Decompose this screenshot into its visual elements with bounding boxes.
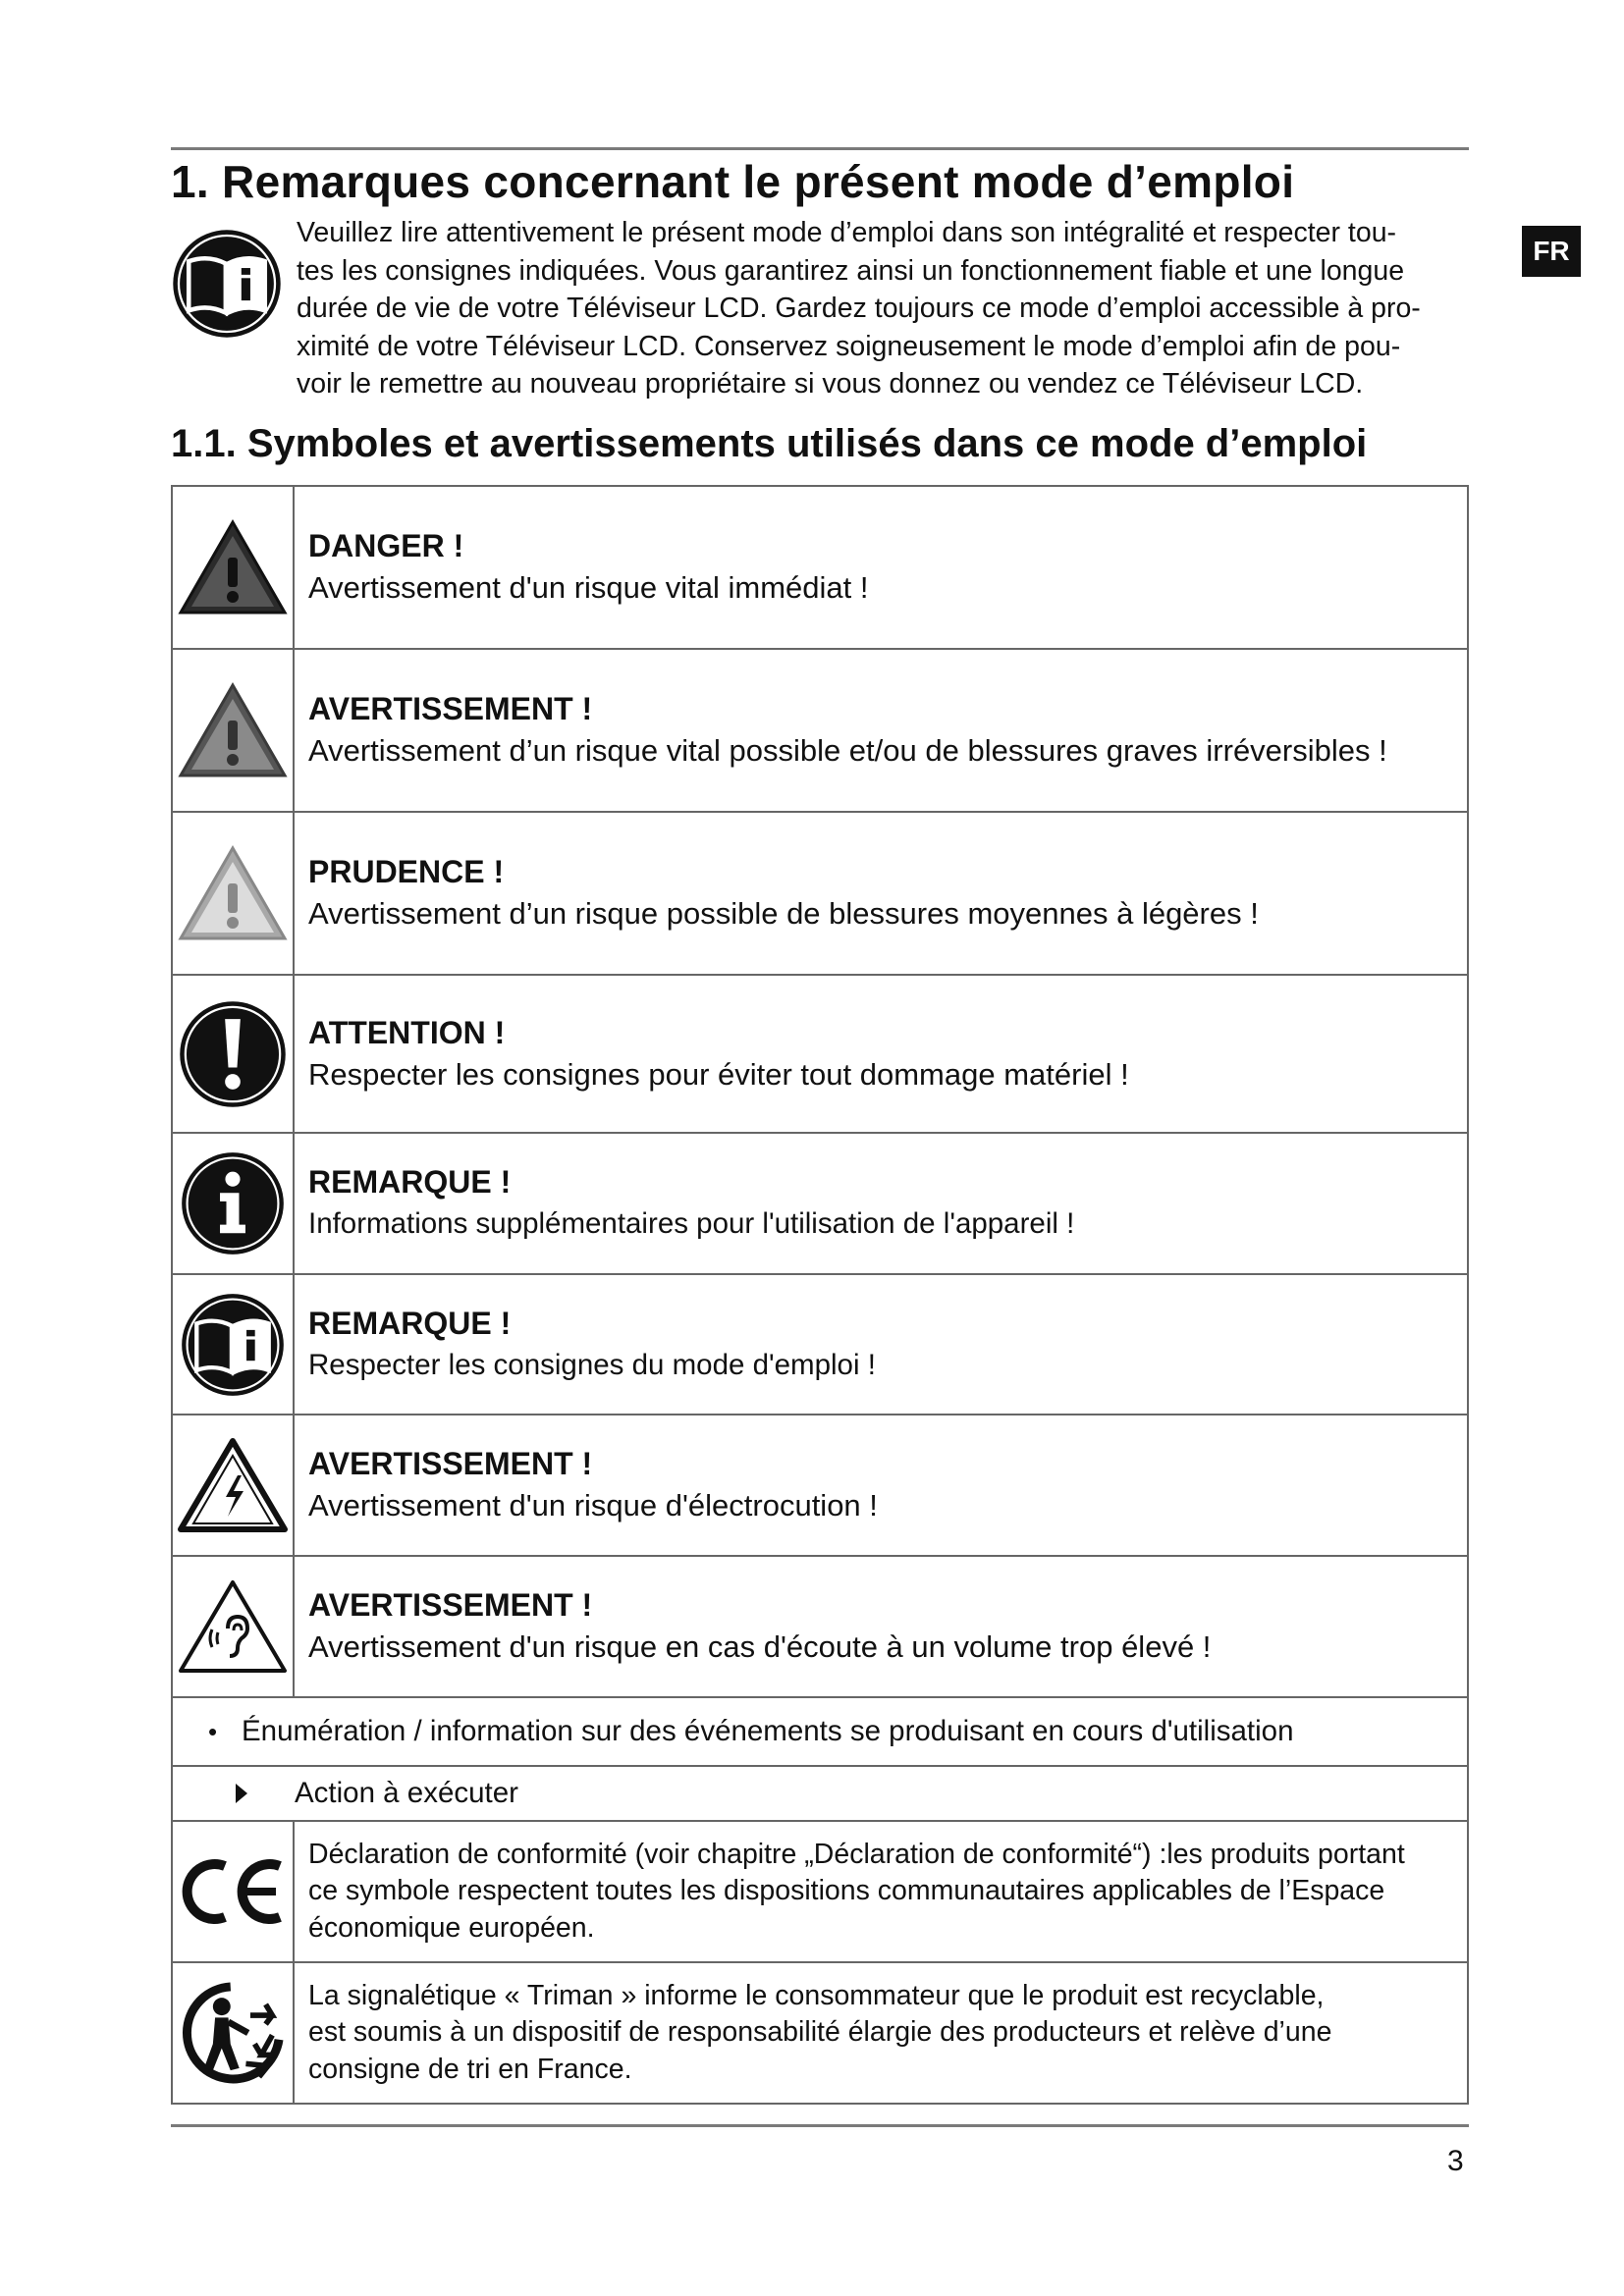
action-row	[173, 1767, 1467, 1822]
top-rule	[171, 147, 1469, 150]
symbol-label: ATTENTION !	[308, 1014, 506, 1050]
symbol-row-hearing	[173, 1557, 1467, 1698]
arrow-right-icon	[236, 1784, 247, 1803]
symbol-label: PRUDENCE !	[308, 854, 505, 889]
symbol-row-danger	[173, 487, 1467, 650]
action-text: Action à exécuter	[295, 1777, 518, 1809]
manual-info-icon	[173, 1275, 295, 1414]
caution-triangle-icon	[173, 813, 295, 974]
info-circle-icon	[173, 1134, 295, 1273]
triman-text-line: La signalétique « Triman » informe le consommateur que le produit est recyclable,	[308, 1979, 1325, 2011]
symbol-desc: Respecter les consignes du mode d'emploi !	[308, 1348, 876, 1381]
symbol-desc: Respecter les consignes pour éviter tout dommage matériel !	[308, 1056, 1129, 1092]
bullet-icon: •	[208, 1716, 218, 1746]
subsection-title: 1.1. Symboles et avertissements utilisés dans ce mode d’emploi	[171, 422, 1368, 465]
ce-text-line: ce symbole respectent toutes les dispositions communautaires applicables de l’Espace	[308, 1875, 1385, 1907]
symbol-desc: Avertissement d'un risque en cas d'écoute à un volume trop élevé !	[308, 1629, 1212, 1664]
symbol-row-remark-info	[173, 1134, 1467, 1275]
symbol-row-attention	[173, 976, 1467, 1134]
enumeration-row	[173, 1698, 1467, 1767]
symbol-row-remark-manual	[173, 1275, 1467, 1415]
intro-line: ximité de votre Téléviseur LCD. Conservez soigneusement le mode d’emploi afin de pou-	[297, 330, 1401, 362]
warning-triangle-icon	[173, 650, 295, 811]
intro-line: voir le remettre au nouveau propriétaire si vous donnez ou vendez ce Téléviseur LCD.	[297, 368, 1364, 400]
intro-line: tes les consignes indiquées. Vous garantirez ainsi un fonctionnement fiable et une longue	[297, 254, 1405, 287]
triman-row	[173, 1963, 1467, 2103]
electric-shock-icon	[173, 1415, 295, 1555]
danger-triangle-icon	[173, 487, 295, 648]
symbol-desc: Avertissement d’un risque vital possible et/ou de blessures graves irréversibles !	[308, 733, 1387, 768]
triman-recycling-icon	[173, 1963, 295, 2103]
triman-text-line: est soumis à un dispositif de responsabilité élargie des producteurs et relève d’une	[308, 2016, 1332, 2049]
symbol-label: REMARQUE !	[308, 1305, 512, 1341]
symbol-label: REMARQUE !	[308, 1164, 512, 1200]
symbol-row-warning	[173, 650, 1467, 813]
exclamation-circle-icon	[173, 976, 295, 1132]
ce-mark-icon	[173, 1822, 295, 1961]
enumeration-text: Énumération / information sur des événements se produisant en cours d'utilisation	[242, 1715, 1294, 1747]
symbols-table	[171, 485, 1469, 2105]
ce-row	[173, 1822, 1467, 1963]
symbol-label: AVERTISSEMENT !	[308, 1587, 593, 1623]
symbol-desc: Avertissement d’un risque possible de blessures moyennes à légères !	[308, 896, 1259, 931]
manual-info-icon	[171, 228, 283, 340]
section-title: 1. Remarques concernant le présent mode d’emploi	[171, 156, 1295, 207]
intro-paragraph	[297, 214, 1475, 403]
ce-text-line: économique européen.	[308, 1911, 595, 1944]
triman-text-line: consigne de tri en France.	[308, 2053, 632, 2085]
language-badge: FR	[1522, 226, 1581, 277]
symbol-label: DANGER !	[308, 528, 464, 563]
symbol-desc: Avertissement d'un risque d'électrocution !	[308, 1488, 878, 1522]
symbol-row-electric	[173, 1415, 1467, 1557]
page-number: 3	[1447, 2145, 1464, 2177]
symbol-row-caution	[173, 813, 1467, 976]
intro-line: durée de vie de votre Téléviseur LCD. Gardez toujours ce mode d’emploi accessible à pro-	[297, 293, 1421, 324]
bottom-rule	[171, 2124, 1469, 2127]
symbol-desc: Informations supplémentaires pour l'utilisation de l'appareil !	[308, 1207, 1075, 1240]
symbol-desc: Avertissement d'un risque vital immédiat !	[308, 570, 869, 605]
intro-line: Veuillez lire attentivement le présent mode d’emploi dans son intégralité et respecter tou-	[297, 217, 1397, 248]
ce-text-line: Déclaration de conformité (voir chapitre „Déclaration de conformité“) :les produits portant	[308, 1838, 1405, 1870]
symbol-label: AVERTISSEMENT !	[308, 691, 593, 726]
symbol-label: AVERTISSEMENT !	[308, 1446, 593, 1481]
hearing-warning-icon	[173, 1557, 295, 1696]
